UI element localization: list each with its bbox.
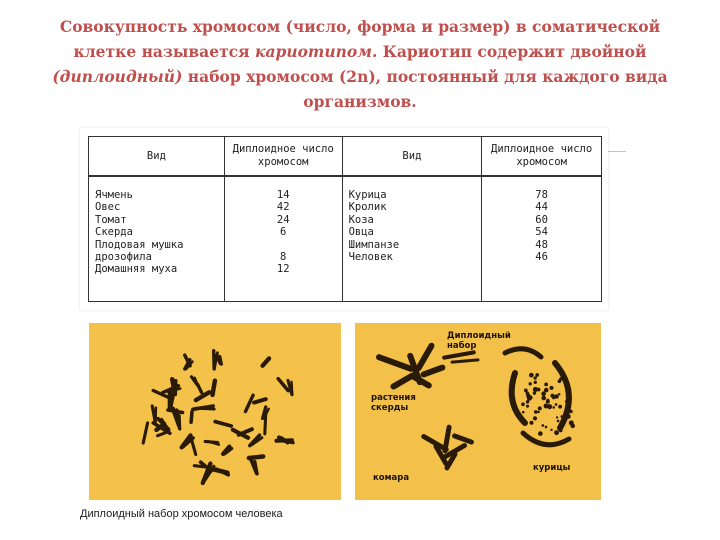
- chromosome-count: 78: [535, 189, 548, 201]
- chromosome-dot: [565, 400, 568, 403]
- karyotype-table-image: [80, 128, 608, 310]
- chromosome-dot: [534, 381, 537, 384]
- chromosome-count: 14: [276, 189, 290, 201]
- chromosome-dot: [561, 415, 564, 418]
- chromosome-dot: [541, 424, 544, 427]
- chromosome-dot: [521, 402, 525, 406]
- chromosome-dot: [538, 431, 543, 436]
- chromosome-dot: [555, 403, 558, 406]
- species-name: Курица: [348, 189, 387, 201]
- chromosome-dot: [554, 394, 558, 398]
- chromosome-shape: [263, 358, 269, 365]
- human-chromosomes-illustration: [89, 323, 341, 500]
- chromosome-dot: [556, 416, 558, 418]
- chromosome-count: 42: [276, 201, 290, 214]
- decorative-line: [608, 151, 626, 152]
- chromosome-dot: [558, 405, 562, 409]
- chromosome-dot: [527, 393, 530, 396]
- species-name: Коза: [348, 213, 374, 226]
- chromosome-shape: [196, 408, 214, 409]
- chromosome-dot: [521, 432, 525, 436]
- chromosome-dot: [538, 406, 542, 410]
- chromosome-shape: [379, 357, 411, 369]
- species-name: дрозофила: [95, 250, 152, 263]
- chromosome-shape: [255, 461, 257, 474]
- table-row: [89, 176, 602, 302]
- chromosome-shape: [292, 382, 293, 395]
- chromosome-dot: [544, 388, 549, 393]
- chromosome-shape: [254, 399, 266, 403]
- chromosome-dot: [526, 400, 529, 403]
- species-name: Кролик: [348, 201, 387, 214]
- label-crepis-plant: растения скерды: [371, 393, 416, 413]
- chromosome-shape: [523, 433, 569, 445]
- chromosome-shape: [245, 395, 253, 411]
- karyotype-table: [88, 136, 602, 302]
- heading-term-diploid: (диплоидный): [52, 67, 183, 86]
- species-name: Человек: [348, 250, 393, 263]
- chromosome-dot: [534, 410, 538, 414]
- chromosome-count: 60: [535, 213, 548, 226]
- right-count-column: [482, 176, 602, 302]
- chromosome-dot: [552, 406, 555, 409]
- species-name: Шимпанзе: [348, 238, 400, 251]
- chromosome-dot: [545, 426, 548, 429]
- chromosome-dot: [529, 382, 532, 385]
- species-name: Скерда: [95, 226, 133, 239]
- chromosome-dot: [541, 396, 546, 401]
- chromosome-count: 8: [280, 250, 287, 263]
- label-chicken: курицы: [533, 463, 571, 473]
- header-count-left: Диплоидное число хромосом: [224, 137, 342, 177]
- chromosome-shape: [445, 427, 449, 451]
- species-karyotypes-image: [355, 323, 601, 500]
- chromosome-shape: [393, 376, 412, 387]
- chromosome-count: 12: [276, 263, 290, 276]
- chromosome-shape: [424, 368, 443, 375]
- chromosome-dot: [522, 411, 525, 414]
- chromosome-dot: [566, 414, 571, 419]
- chromosome-dot: [550, 394, 554, 398]
- chromosome-dot: [554, 430, 559, 435]
- label-diploid-set: Диплоидный набор: [447, 331, 511, 351]
- chromosome-dot: [530, 421, 534, 425]
- chromosome-dot: [544, 383, 548, 387]
- chromosome-shape: [191, 412, 192, 423]
- chromosome-dot: [559, 429, 563, 433]
- chromosome-shape: [419, 346, 432, 369]
- chromosome-dot: [522, 420, 526, 424]
- image-caption: Диплоидный набор хромосом человека: [80, 508, 283, 520]
- species-name: Томат: [95, 213, 127, 226]
- heading-text-2: Кариотип содержит двойной: [377, 42, 647, 61]
- chromosome-shape: [444, 352, 474, 357]
- chromosome-shape: [212, 381, 214, 395]
- chromosome-dot: [533, 416, 537, 420]
- left-species-column: [89, 176, 225, 302]
- chromosome-dot: [566, 394, 569, 397]
- chromosome-shape: [452, 360, 478, 362]
- slide-heading: [40, 14, 680, 114]
- chromosome-shape: [249, 457, 263, 458]
- chromosome-dot: [529, 373, 534, 378]
- chromosome-shape: [512, 373, 525, 423]
- table-header-row: [89, 137, 602, 177]
- chromosome-dot: [533, 387, 538, 392]
- chromosome-shape: [177, 410, 179, 425]
- chromosome-shape: [413, 377, 429, 386]
- chromosome-dot: [535, 373, 539, 377]
- chromosome-count: 6: [280, 226, 287, 239]
- chromosome-shape: [215, 422, 231, 426]
- chromosome-dot: [524, 389, 528, 393]
- chromosome-count: [231, 239, 336, 251]
- species-name: Плодовая мушка: [95, 238, 184, 251]
- chromosome-shape: [217, 469, 228, 475]
- chromosome-shape: [158, 432, 166, 435]
- chromosome-shape: [220, 357, 222, 365]
- header-species-right: Вид: [342, 137, 482, 177]
- chromosome-shape: [195, 378, 199, 387]
- chromosome-dot: [533, 376, 536, 379]
- heading-term-karyotype: кариотипом.: [254, 42, 378, 61]
- chromosome-dot: [559, 377, 563, 381]
- chromosome-shape: [455, 436, 472, 442]
- chromosome-dot: [526, 405, 529, 408]
- chromosome-count: 48: [535, 238, 548, 251]
- left-count-column: [224, 176, 342, 302]
- chromosome-dot: [550, 429, 552, 431]
- chromosome-count: 46: [535, 250, 548, 263]
- chromosome-dot: [549, 386, 553, 390]
- chromosome-dot: [546, 400, 550, 404]
- chromosome-shape: [143, 423, 147, 443]
- heading-text-1: Совокупность хромосом (число, форма и размер) в соматической клетке называется: [59, 17, 661, 61]
- header-count-right: Диплоидное число хромосом: [482, 137, 602, 177]
- chromosome-count: 24: [276, 213, 290, 226]
- species-name: Ячмень: [95, 189, 133, 201]
- chromosome-dot: [558, 393, 560, 395]
- chromosome-count: 44: [535, 201, 548, 214]
- heading-text-3: набор хромосом (2n), постоянный для каждого вида организмов.: [182, 67, 668, 111]
- chromosome-dot: [544, 404, 549, 409]
- right-species-column: [342, 176, 482, 302]
- header-species-left: Вид: [89, 137, 225, 177]
- human-karyotype-image: [89, 323, 341, 500]
- species-name: Овца: [348, 226, 374, 239]
- chromosome-dot: [569, 420, 574, 425]
- chromosome-dot: [569, 409, 572, 412]
- chromosome-dot: [537, 411, 540, 414]
- species-name: Овес: [95, 201, 121, 214]
- chromosome-dot: [557, 420, 560, 423]
- chromosome-count: 54: [535, 226, 548, 239]
- species-name: Домашняя муха: [95, 263, 178, 276]
- label-mosquito: комара: [373, 473, 410, 483]
